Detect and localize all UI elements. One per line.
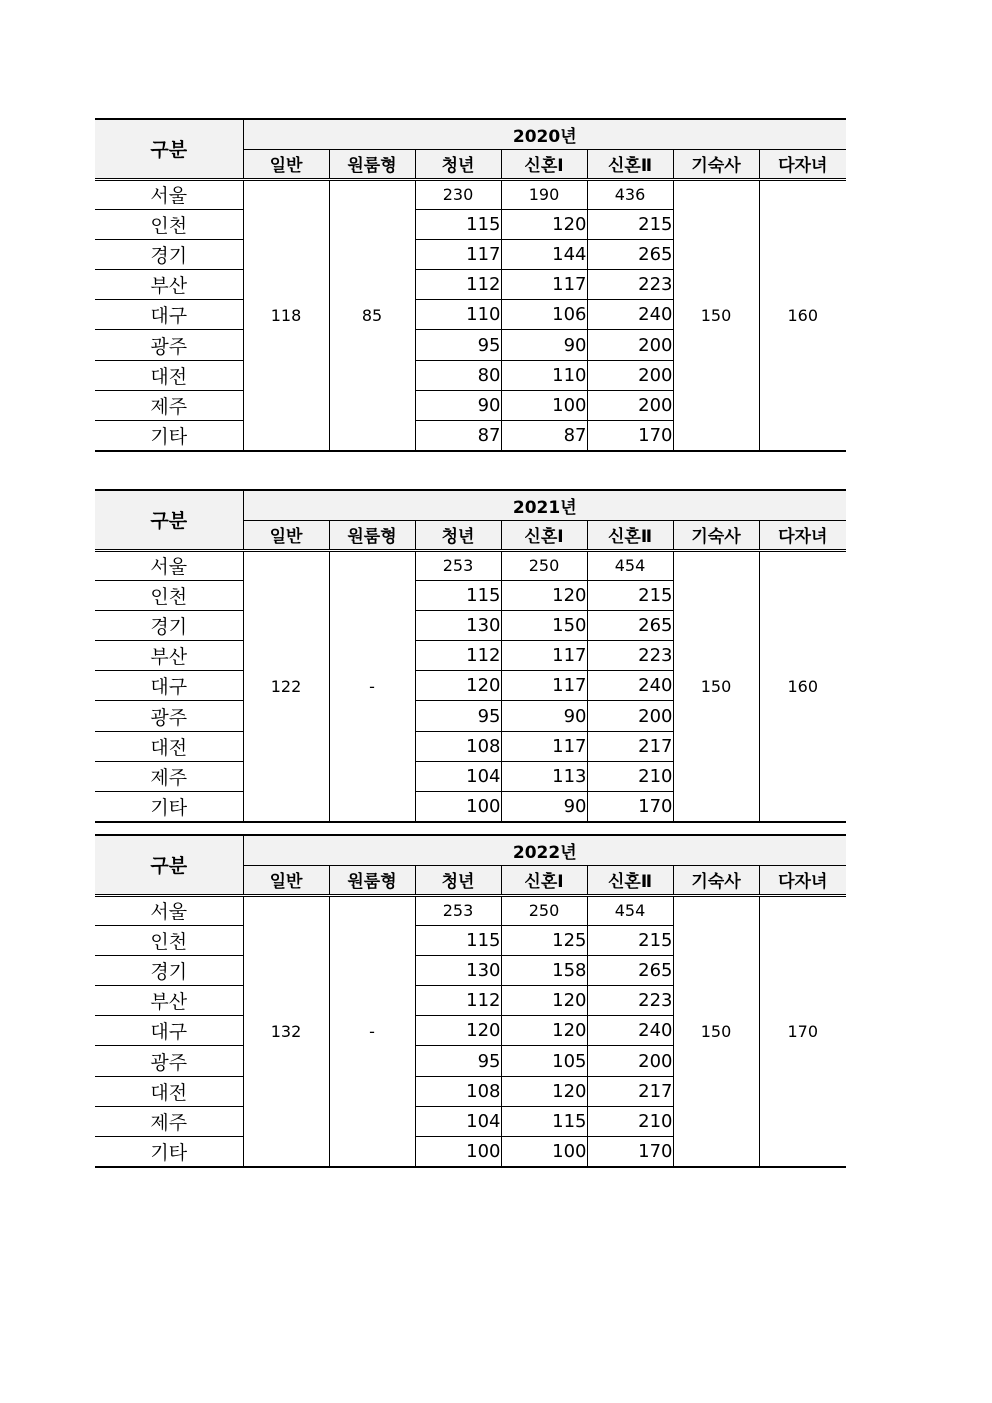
newlywed2-cell: 454	[587, 550, 673, 580]
youth-cell: 230	[415, 179, 501, 209]
youth-cell: 104	[415, 1106, 501, 1136]
region-cell: 서울	[95, 179, 243, 209]
region-cell: 부산	[95, 270, 243, 300]
region-cell: 부산	[95, 986, 243, 1016]
newlywed2-cell: 223	[587, 270, 673, 300]
column-header-oneroom: 원룸형	[329, 520, 415, 550]
newlywed1-cell: 90	[501, 792, 587, 822]
column-header-youth: 청년	[415, 865, 501, 895]
newlywed1-cell: 250	[501, 550, 587, 580]
housing-table-2	[95, 489, 846, 823]
region-cell: 대전	[95, 1076, 243, 1106]
youth-cell: 115	[415, 925, 501, 955]
region-cell: 인천	[95, 925, 243, 955]
newlywed1-cell: 117	[501, 731, 587, 761]
column-header-youth: 청년	[415, 149, 501, 179]
youth-cell: 100	[415, 1137, 501, 1167]
newlywed1-cell: 117	[501, 270, 587, 300]
newlywed2-cell: 265	[587, 610, 673, 640]
region-cell: 서울	[95, 895, 243, 925]
newlywed2-cell: 217	[587, 731, 673, 761]
newlywed2-cell: 200	[587, 1046, 673, 1076]
newlywed1-cell: 250	[501, 895, 587, 925]
newlywed2-cell: 200	[587, 330, 673, 360]
newlywed1-cell: 113	[501, 761, 587, 791]
newlywed2-cell: 210	[587, 761, 673, 791]
youth-cell: 130	[415, 610, 501, 640]
multichild-value: 160	[759, 550, 846, 822]
newlywed1-cell: 117	[501, 641, 587, 671]
column-header-dorm: 기숙사	[673, 149, 759, 179]
newlywed2-cell: 265	[587, 239, 673, 269]
region-cell: 광주	[95, 330, 243, 360]
column-header-general: 일반	[243, 149, 329, 179]
newlywed1-cell: 90	[501, 701, 587, 731]
region-cell: 경기	[95, 239, 243, 269]
category-header: 구분	[95, 119, 243, 179]
youth-cell: 110	[415, 300, 501, 330]
column-header-newlywed2: 신혼Ⅱ	[587, 865, 673, 895]
newlywed1-cell: 110	[501, 360, 587, 390]
region-cell: 제주	[95, 761, 243, 791]
newlywed1-cell: 120	[501, 1016, 587, 1046]
year-header: 2021년	[243, 490, 846, 520]
youth-cell: 115	[415, 580, 501, 610]
newlywed1-cell: 115	[501, 1106, 587, 1136]
youth-cell: 253	[415, 895, 501, 925]
youth-cell: 95	[415, 701, 501, 731]
region-cell: 제주	[95, 390, 243, 420]
newlywed1-cell: 106	[501, 300, 587, 330]
year-header: 2020년	[243, 119, 846, 149]
column-header-multichild: 다자녀	[759, 149, 846, 179]
youth-cell: 130	[415, 955, 501, 985]
table-row	[95, 550, 846, 580]
newlywed2-cell: 240	[587, 1016, 673, 1046]
newlywed2-cell: 170	[587, 1137, 673, 1167]
oneroom-value: 85	[329, 179, 415, 451]
newlywed2-cell: 200	[587, 360, 673, 390]
column-header-newlywed1: 신혼Ⅰ	[501, 520, 587, 550]
region-cell: 광주	[95, 701, 243, 731]
region-cell: 기타	[95, 421, 243, 451]
newlywed2-cell: 240	[587, 300, 673, 330]
youth-cell: 90	[415, 390, 501, 420]
dorm-value: 150	[673, 179, 759, 451]
region-cell: 서울	[95, 550, 243, 580]
column-header-newlywed2: 신혼Ⅱ	[587, 149, 673, 179]
column-header-multichild: 다자녀	[759, 520, 846, 550]
region-cell: 대전	[95, 360, 243, 390]
column-header-oneroom: 원룸형	[329, 865, 415, 895]
youth-cell: 80	[415, 360, 501, 390]
newlywed2-cell: 223	[587, 641, 673, 671]
category-header: 구분	[95, 835, 243, 895]
youth-cell: 120	[415, 671, 501, 701]
newlywed2-cell: 240	[587, 671, 673, 701]
youth-cell: 112	[415, 270, 501, 300]
housing-table-1	[95, 118, 846, 452]
newlywed1-cell: 100	[501, 390, 587, 420]
newlywed1-cell: 117	[501, 671, 587, 701]
newlywed2-cell: 170	[587, 421, 673, 451]
year-header: 2022년	[243, 835, 846, 865]
dorm-value: 150	[673, 550, 759, 822]
youth-cell: 117	[415, 239, 501, 269]
newlywed1-cell: 120	[501, 1076, 587, 1106]
table-row	[95, 895, 846, 925]
column-header-multichild: 다자녀	[759, 865, 846, 895]
newlywed1-cell: 90	[501, 330, 587, 360]
oneroom-value: -	[329, 550, 415, 822]
multichild-value: 170	[759, 895, 846, 1167]
column-header-oneroom: 원룸형	[329, 149, 415, 179]
column-header-youth: 청년	[415, 520, 501, 550]
oneroom-value: -	[329, 895, 415, 1167]
newlywed2-cell: 436	[587, 179, 673, 209]
housing-table-3	[95, 834, 846, 1168]
region-cell: 부산	[95, 641, 243, 671]
region-cell: 인천	[95, 209, 243, 239]
newlywed1-cell: 87	[501, 421, 587, 451]
youth-cell: 104	[415, 761, 501, 791]
column-header-dorm: 기숙사	[673, 520, 759, 550]
newlywed1-cell: 120	[501, 209, 587, 239]
newlywed1-cell: 120	[501, 580, 587, 610]
youth-cell: 95	[415, 1046, 501, 1076]
newlywed1-cell: 105	[501, 1046, 587, 1076]
column-header-general: 일반	[243, 520, 329, 550]
newlywed2-cell: 454	[587, 895, 673, 925]
region-cell: 경기	[95, 955, 243, 985]
youth-cell: 87	[415, 421, 501, 451]
youth-cell: 95	[415, 330, 501, 360]
newlywed1-cell: 125	[501, 925, 587, 955]
newlywed2-cell: 210	[587, 1106, 673, 1136]
region-cell: 기타	[95, 792, 243, 822]
newlywed1-cell: 120	[501, 986, 587, 1016]
column-header-general: 일반	[243, 865, 329, 895]
newlywed2-cell: 223	[587, 986, 673, 1016]
youth-cell: 120	[415, 1016, 501, 1046]
region-cell: 경기	[95, 610, 243, 640]
general-value: 132	[243, 895, 329, 1167]
general-value: 118	[243, 179, 329, 451]
newlywed2-cell: 217	[587, 1076, 673, 1106]
newlywed2-cell: 200	[587, 390, 673, 420]
youth-cell: 108	[415, 1076, 501, 1106]
youth-cell: 115	[415, 209, 501, 239]
newlywed1-cell: 100	[501, 1137, 587, 1167]
newlywed2-cell: 215	[587, 580, 673, 610]
column-header-newlywed1: 신혼Ⅰ	[501, 149, 587, 179]
general-value: 122	[243, 550, 329, 822]
youth-cell: 100	[415, 792, 501, 822]
newlywed1-cell: 158	[501, 955, 587, 985]
column-header-newlywed2: 신혼Ⅱ	[587, 520, 673, 550]
region-cell: 인천	[95, 580, 243, 610]
column-header-dorm: 기숙사	[673, 865, 759, 895]
column-header-newlywed1: 신혼Ⅰ	[501, 865, 587, 895]
table-row	[95, 179, 846, 209]
region-cell: 대구	[95, 1016, 243, 1046]
category-header: 구분	[95, 490, 243, 550]
newlywed2-cell: 170	[587, 792, 673, 822]
region-cell: 제주	[95, 1106, 243, 1136]
youth-cell: 112	[415, 641, 501, 671]
newlywed2-cell: 215	[587, 925, 673, 955]
region-cell: 대전	[95, 731, 243, 761]
youth-cell: 112	[415, 986, 501, 1016]
dorm-value: 150	[673, 895, 759, 1167]
region-cell: 광주	[95, 1046, 243, 1076]
multichild-value: 160	[759, 179, 846, 451]
region-cell: 대구	[95, 671, 243, 701]
youth-cell: 253	[415, 550, 501, 580]
newlywed2-cell: 200	[587, 701, 673, 731]
newlywed1-cell: 144	[501, 239, 587, 269]
newlywed2-cell: 215	[587, 209, 673, 239]
newlywed2-cell: 265	[587, 955, 673, 985]
newlywed1-cell: 190	[501, 179, 587, 209]
newlywed1-cell: 150	[501, 610, 587, 640]
region-cell: 대구	[95, 300, 243, 330]
youth-cell: 108	[415, 731, 501, 761]
region-cell: 기타	[95, 1137, 243, 1167]
